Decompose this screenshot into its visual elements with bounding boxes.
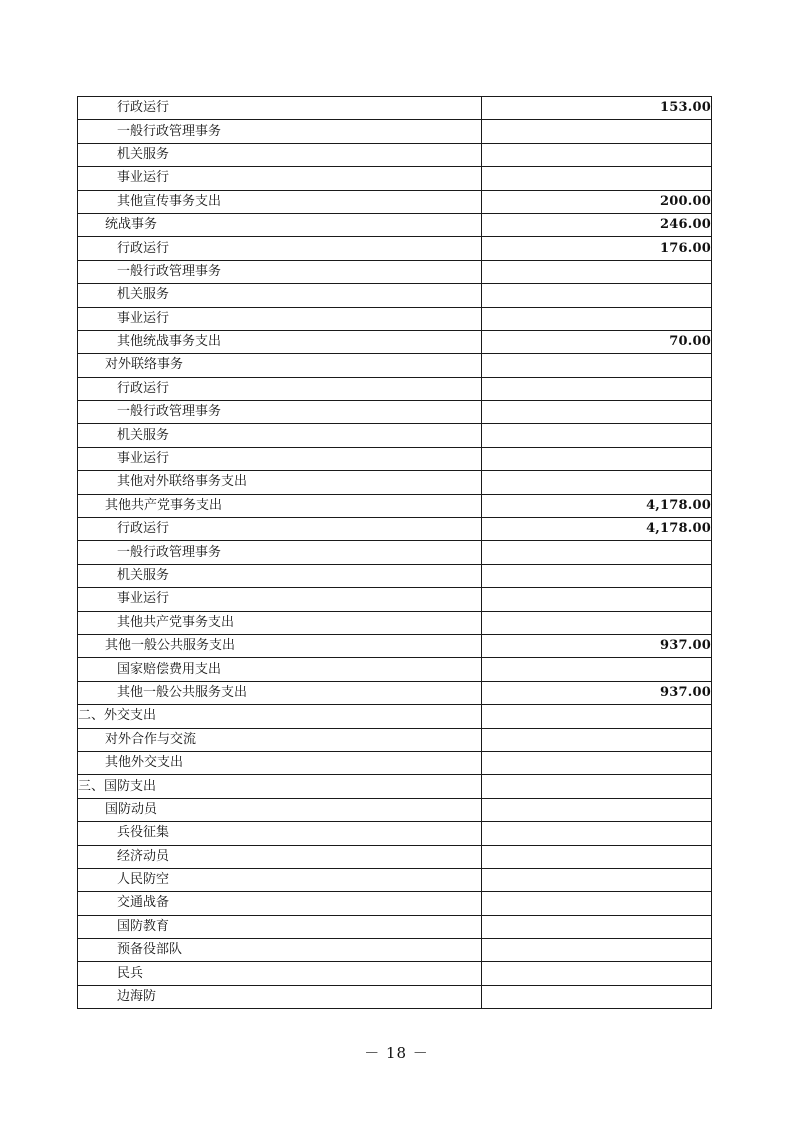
- table-row: [78, 751, 712, 774]
- item-name-cell: 对外联络事务: [78, 354, 482, 377]
- item-name-cell: 国防教育: [78, 915, 482, 938]
- table-row: [78, 330, 712, 353]
- amount-cell: [482, 377, 712, 400]
- item-name-cell: 机关服务: [78, 284, 482, 307]
- budget-expenditure-table: [77, 96, 712, 1009]
- table-row: [78, 471, 712, 494]
- item-name-cell: 事业运行: [78, 307, 482, 330]
- table-row: [78, 939, 712, 962]
- table-row: [78, 284, 712, 307]
- item-name-cell: 二、外交支出: [78, 705, 482, 728]
- table-row: [78, 705, 712, 728]
- table-row: [78, 518, 712, 541]
- amount-cell: [482, 284, 712, 307]
- amount-cell: 176.00: [482, 237, 712, 260]
- amount-cell: [482, 424, 712, 447]
- item-name-cell: 国家赔偿费用支出: [78, 658, 482, 681]
- amount-cell: [482, 564, 712, 587]
- table-row: [78, 728, 712, 751]
- item-name-cell: 其他共产党事务支出: [78, 494, 482, 517]
- table-row: [78, 307, 712, 330]
- table-row: [78, 611, 712, 634]
- amount-cell: [482, 120, 712, 143]
- table-row: [78, 588, 712, 611]
- table-row: [78, 237, 712, 260]
- item-name-cell: 行政运行: [78, 97, 482, 120]
- item-name-cell: 其他对外联络事务支出: [78, 471, 482, 494]
- amount-cell: [482, 985, 712, 1008]
- amount-cell: [482, 588, 712, 611]
- item-name-cell: 国防动员: [78, 798, 482, 821]
- table-row: [78, 260, 712, 283]
- item-name-cell: 一般行政管理事务: [78, 120, 482, 143]
- item-name-cell: 事业运行: [78, 447, 482, 470]
- table-row: [78, 658, 712, 681]
- table-row: [78, 424, 712, 447]
- table-row: [78, 892, 712, 915]
- amount-cell: [482, 447, 712, 470]
- amount-cell: 4,178.00: [482, 494, 712, 517]
- item-name-cell: 民兵: [78, 962, 482, 985]
- table-row: [78, 143, 712, 166]
- table-row: [78, 775, 712, 798]
- item-name-cell: 一般行政管理事务: [78, 541, 482, 564]
- amount-cell: 70.00: [482, 330, 712, 353]
- item-name-cell: 预备役部队: [78, 939, 482, 962]
- amount-cell: [482, 705, 712, 728]
- item-name-cell: 其他外交支出: [78, 751, 482, 774]
- item-name-cell: 行政运行: [78, 377, 482, 400]
- amount-cell: [482, 611, 712, 634]
- item-name-cell: 一般行政管理事务: [78, 401, 482, 424]
- item-name-cell: 交通战备: [78, 892, 482, 915]
- amount-cell: [482, 541, 712, 564]
- table-row: [78, 167, 712, 190]
- page-number: － 18 －: [364, 1044, 429, 1062]
- item-name-cell: 事业运行: [78, 588, 482, 611]
- item-name-cell: 兵役征集: [78, 822, 482, 845]
- table-row: [78, 97, 712, 120]
- table-row: [78, 564, 712, 587]
- table-row: [78, 798, 712, 821]
- item-name-cell: 统战事务: [78, 213, 482, 236]
- amount-cell: [482, 892, 712, 915]
- table-row: [78, 822, 712, 845]
- amount-cell: [482, 354, 712, 377]
- item-name-cell: 行政运行: [78, 518, 482, 541]
- item-name-cell: 对外合作与交流: [78, 728, 482, 751]
- table-body: [78, 97, 712, 1009]
- item-name-cell: 机关服务: [78, 424, 482, 447]
- amount-cell: [482, 939, 712, 962]
- amount-cell: [482, 658, 712, 681]
- table-row: [78, 377, 712, 400]
- amount-cell: 4,178.00: [482, 518, 712, 541]
- item-name-cell: 其他共产党事务支出: [78, 611, 482, 634]
- item-name-cell: 其他一般公共服务支出: [78, 634, 482, 657]
- amount-cell: [482, 143, 712, 166]
- table-row: [78, 120, 712, 143]
- table-row: [78, 845, 712, 868]
- amount-cell: [482, 307, 712, 330]
- item-name-cell: 机关服务: [78, 564, 482, 587]
- table-row: [78, 985, 712, 1008]
- item-name-cell: 三、国防支出: [78, 775, 482, 798]
- table-row: [78, 681, 712, 704]
- amount-cell: [482, 915, 712, 938]
- table-row: [78, 447, 712, 470]
- item-name-cell: 人民防空: [78, 868, 482, 891]
- item-name-cell: 其他统战事务支出: [78, 330, 482, 353]
- table-row: [78, 494, 712, 517]
- item-name-cell: 机关服务: [78, 143, 482, 166]
- table-row: [78, 868, 712, 891]
- amount-cell: [482, 260, 712, 283]
- table-row: [78, 915, 712, 938]
- table-row: [78, 213, 712, 236]
- item-name-cell: 边海防: [78, 985, 482, 1008]
- item-name-cell: 行政运行: [78, 237, 482, 260]
- item-name-cell: 一般行政管理事务: [78, 260, 482, 283]
- amount-cell: [482, 167, 712, 190]
- amount-cell: [482, 845, 712, 868]
- item-name-cell: 其他一般公共服务支出: [78, 681, 482, 704]
- table-row: [78, 634, 712, 657]
- amount-cell: [482, 751, 712, 774]
- amount-cell: [482, 822, 712, 845]
- item-name-cell: 其他宣传事务支出: [78, 190, 482, 213]
- amount-cell: [482, 775, 712, 798]
- amount-cell: [482, 868, 712, 891]
- amount-cell: 937.00: [482, 634, 712, 657]
- table-row: [78, 401, 712, 424]
- amount-cell: 246.00: [482, 213, 712, 236]
- table-row: [78, 354, 712, 377]
- item-name-cell: 事业运行: [78, 167, 482, 190]
- amount-cell: 153.00: [482, 97, 712, 120]
- amount-cell: [482, 728, 712, 751]
- amount-cell: [482, 401, 712, 424]
- table-row: [78, 541, 712, 564]
- table-row: [78, 190, 712, 213]
- amount-cell: [482, 798, 712, 821]
- item-name-cell: 经济动员: [78, 845, 482, 868]
- amount-cell: [482, 962, 712, 985]
- amount-cell: [482, 471, 712, 494]
- table-row: [78, 962, 712, 985]
- amount-cell: 200.00: [482, 190, 712, 213]
- amount-cell: 937.00: [482, 681, 712, 704]
